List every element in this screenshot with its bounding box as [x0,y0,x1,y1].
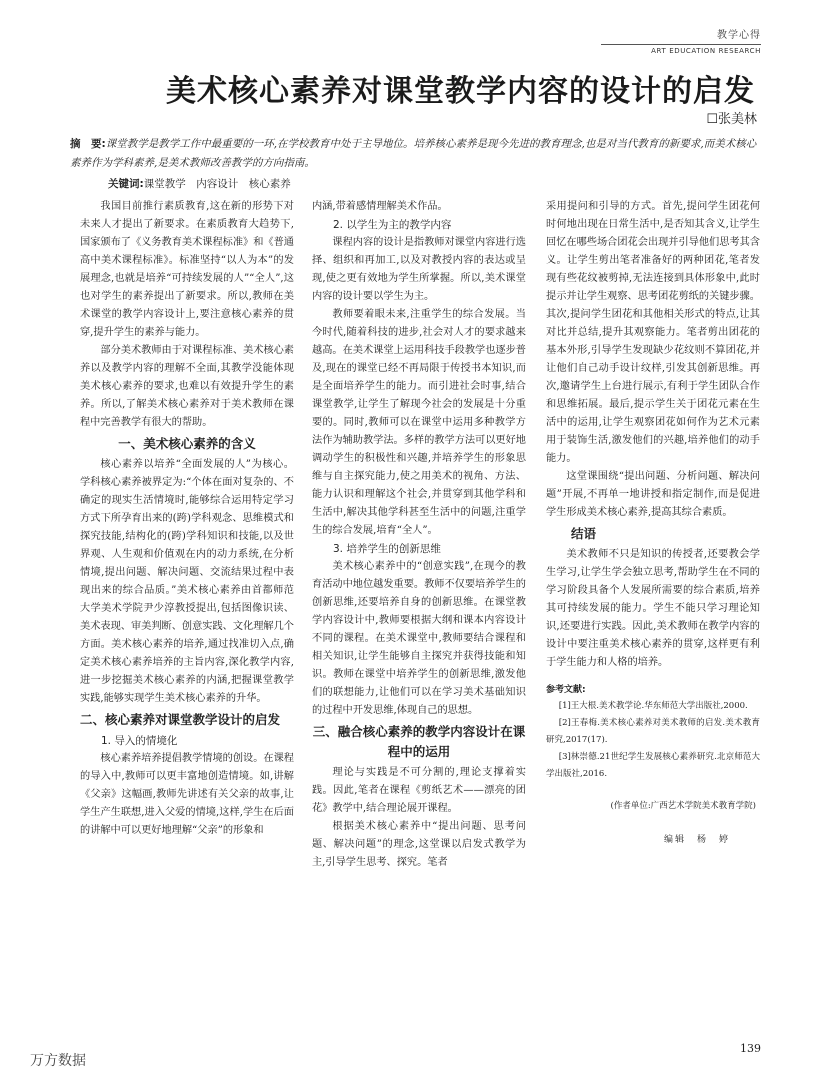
keywords-text: 课堂教学 内容设计 核心素养 [143,178,291,190]
journal-name: ART EDUCATION RESEARCH [651,47,761,55]
page-number: 139 [740,1042,761,1055]
reference-item: [2]王春梅.美术核心素养对美术教师的启发.美术教育研究,2017(17). [546,718,760,745]
section-heading: 三、融合核心素养的教学内容设计在课程中的运用 [312,724,526,759]
article-title: 美术核心素养对课堂教学内容的设计的启发 [166,74,755,109]
editor-credit: 编辑 杨 婷 [663,835,730,845]
watermark: 万方数据 [30,1053,86,1069]
paragraph: 采用提问和引导的方式。首先,提问学生团花何时何地出现在日常生活中,是否知其含义,让学生回忆在哪些场合团花会出现并引导他们思考其含义。让学生剪出笔者准备好的两种团花,笔者发现有些花纹被剪掉,无法连接到具体形象中,此时提示并让学生观察、思考团花剪纸的关键步骤。其次,提问学生团花和其他相关形式的特点,让其对比并总结,提升其观察能力。笔者剪出团花的基本外形,引导学生发现缺少花纹则不算团花,并让他们自己动手设计纹样,引发其创新思维。再次,邀请学生上台进行展示,有利于学生团队合作和思维拓展。最后,提示学生关于团花元素在生活中的运用,让学生观察团花如何作为艺术元素用于装饰生活,激发他们的兴趣,培养他们的动手能力。 [546,201,760,464]
references-heading: 参考文献: [546,685,586,695]
paragraph: 这堂课围绕“提出问题、分析问题、解决问题”开展,不再单一地讲授和指定制作,而是促进学生形成美术核心素养,提高其综合素质。 [546,471,760,518]
paragraph: 理论与实践是不可分割的,理论支撑着实践。因此,笔者在课程《剪纸艺术——漂亮的团花》教学中,结合理论展开课程。 [312,767,526,814]
paragraph: 部分美术教师由于对课程标准、美术核心素养以及教学内容的理解不全面,其教学没能体现美术核心素养的要求,也难以有效提升学生的素养。所以,了解美术核心素养对于美术教师在课程中完善教学有很大的帮助。 [80,345,294,428]
paragraph: 根据美术核心素养中“提出问题、思考问题、解决问题”的理念,这堂课以启发式教学为主,引导学生思考、探究。笔者 [312,821,526,868]
subsection-heading: 3. 培养学生的创新思维 [333,543,441,555]
author-affiliation: (作者单位:广西艺术学院美术教育学院) [610,801,756,811]
abstract-text: 课堂教学是教学工作中最重要的一环,在学校教育中处于主导地位。培养核心素养是现今先进的教育理念,也是对当代教育的新要求,而美术核心素养作为学科素养,是美术教师改善教学的方向指南。 [70,138,757,169]
header-rule [601,44,761,45]
keywords-label: 关键词: [108,178,144,190]
column-1 [80,198,294,840]
paragraph: 美术教师不只是知识的传授者,还要教会学生学习,让学生学会独立思考,帮助学生在不同的学习阶段具备个人发展所需要的综合素质,培养其可持续发展的能力。学生不能只学习理论知识,还要进行实践。因此,美术教师在教学内容的设计中要注重美术核心素养的贯穿,这样更有利于学生能力和人格的培养。 [546,549,760,668]
column-2 [312,198,526,872]
section-tag: 教学心得 [717,30,761,41]
subsection-heading: 2. 以学生为主的教学内容 [333,219,452,231]
section-heading: 结语 [571,526,597,541]
abstract [70,135,758,173]
reference-item: [1]王大根.美术教学论.华东师范大学出版社,2000. [558,701,748,711]
paragraph: 内涵,带着感情理解美术作品。 [312,201,448,212]
keywords [108,176,291,191]
section-heading: 二、核心素养对课堂教学设计的启发 [80,712,281,727]
reference-item: [3]林崇德.21世纪学生发展核心素养研究.北京师范大学出版社,2016. [546,752,760,779]
paragraph: 核心素养培养提倡教学情境的创设。在课程的导入中,教师可以更丰富地创造情境。如,讲解《父亲》这幅画,教师先讲述有关父亲的故事,让学生产生联想,进入父爱的情境,这样,学生在后面的讲解中可以更好地理解“父亲”的形象和 [80,753,294,836]
abstract-label: 摘 要: [70,138,106,150]
paragraph: 教师要着眼未来,注重学生的综合发展。当今时代,随着科技的进步,社会对人才的要求越来越高。在美术课堂上运用科技手段教学也逐步普及,现在的课堂已经不再局限于传授书本知识,而是全面培养学生的能力。而引进社会时事,结合课堂教学,让学生了解现今社会的发展是十分重要的。同时,教师可以在课堂中运用多种教学方法作为辅助教学法。多样的教学方法可以更好地调动学生的积极性和兴趣,并培养学生的形象思维与自主探究能力,使之用美术的视角、方法、能力认识和理解这个社会,并贯穿到其他学科和生活中,解决其他学科甚至生活中的问题,注重学生的综合发展,培育“全人”。 [312,309,526,536]
article-author: ☐张美林 [706,112,757,127]
running-header [601,26,761,55]
subsection-heading: 1. 导入的情境化 [101,735,178,747]
references-list [546,698,760,783]
paragraph: 我国目前推行素质教育,这在新的形势下对未来人才提出了新要求。在素质教育大趋势下,国家颁布了《义务教育美术课程标准》和《普通高中美术课程标准》。标准坚持“以人为本”的发展理念,也就是培养“可持续发展的人”“全人”,这也对学生的素养提出了新要求。所以,教师在美术课堂的教学内容设计上,要注意核心素养的贯穿,提升学生的素养与能力。 [80,201,294,338]
section-heading: 一、美术核心素养的含义 [118,436,256,451]
paragraph: 课程内容的设计是指教师对课堂内容进行选择、组织和再加工,以及对教授内容的表达或呈现,使之更有效地为学生所掌握。所以,美术课堂内容的设计要以学生为主。 [312,237,526,302]
column-3 [546,198,760,849]
paragraph: 核心素养以培养“全面发展的人”为核心。学科核心素养被界定为:“个体在面对复杂的、不确定的现实生活情境时,能够综合运用特定学习方式下所孕育出来的(跨)学科观念、思维模式和探究技能,结构化的(跨)学科知识和技能,以及世界观、人生观和价值观在内的动力系统,在分析情境,提出问题、解决问题、交流结果过程中表现出来的综合品质。”美术核心素养由首都师范大学美术学院尹少淳教授提出,包括图像识读、美术表现、审美判断、创意实践、文化理解几个方面。美术核心素养的培养,通过找准切入点,确定美术核心素养培养的主旨内容,深化教学内容,进一步挖掘美术核心素养的内涵,把握课堂教学实践,能够实现学生美术核心素养的升华。 [80,459,294,704]
paragraph: 美术核心素养中的“创意实践”,在现今的教育活动中地位越发重要。教师不仅要培养学生的创新思维,还要培养自身的创新思维。在课堂教学内容设计中,教师要根据大纲和课本内容设计不同的课程。在美术课堂中,教师要结合课程和相关知识,让学生能够自主探究并获得技能和知识。教师在课堂中培养学生的创新思维,激发他们的联想能力,让他们可以在学习美术基础知识的过程中开发思维,体现自己的思想。 [312,561,526,716]
